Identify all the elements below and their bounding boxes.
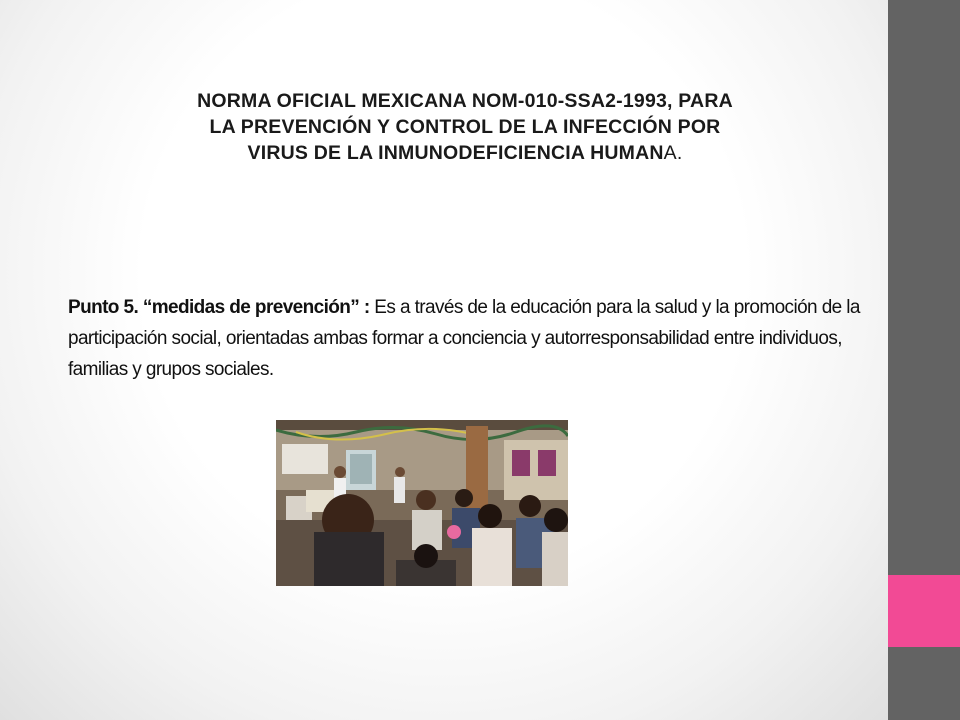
title-line-3 <box>100 140 830 166</box>
body-text: Es a través de la educación para la salud y la promoción de la participación social, orientadas ambas formar a conciencia y autorresponsabilidad entre individuos, familias y grupos sociales. <box>68 297 860 380</box>
title-line-1: NORMA OFICIAL MEXICANA NOM-010-SSA2-1993, PARA <box>197 90 733 112</box>
sidebar-accent-square <box>888 575 960 647</box>
title-line-3-tail: A. <box>663 142 683 164</box>
body-paragraph <box>68 292 868 385</box>
body-label: Punto 5. “medidas de prevención” : <box>68 297 370 318</box>
workshop-photo <box>276 420 568 586</box>
title-line-2: LA PREVENCIÓN Y CONTROL DE LA INFECCIÓN POR <box>209 116 721 138</box>
title-line-3-bold: VIRUS DE LA INMUNODEFICIENCIA HUMAN <box>247 142 664 164</box>
workshop-photo-illustration <box>276 420 568 586</box>
slide-title <box>100 88 830 166</box>
